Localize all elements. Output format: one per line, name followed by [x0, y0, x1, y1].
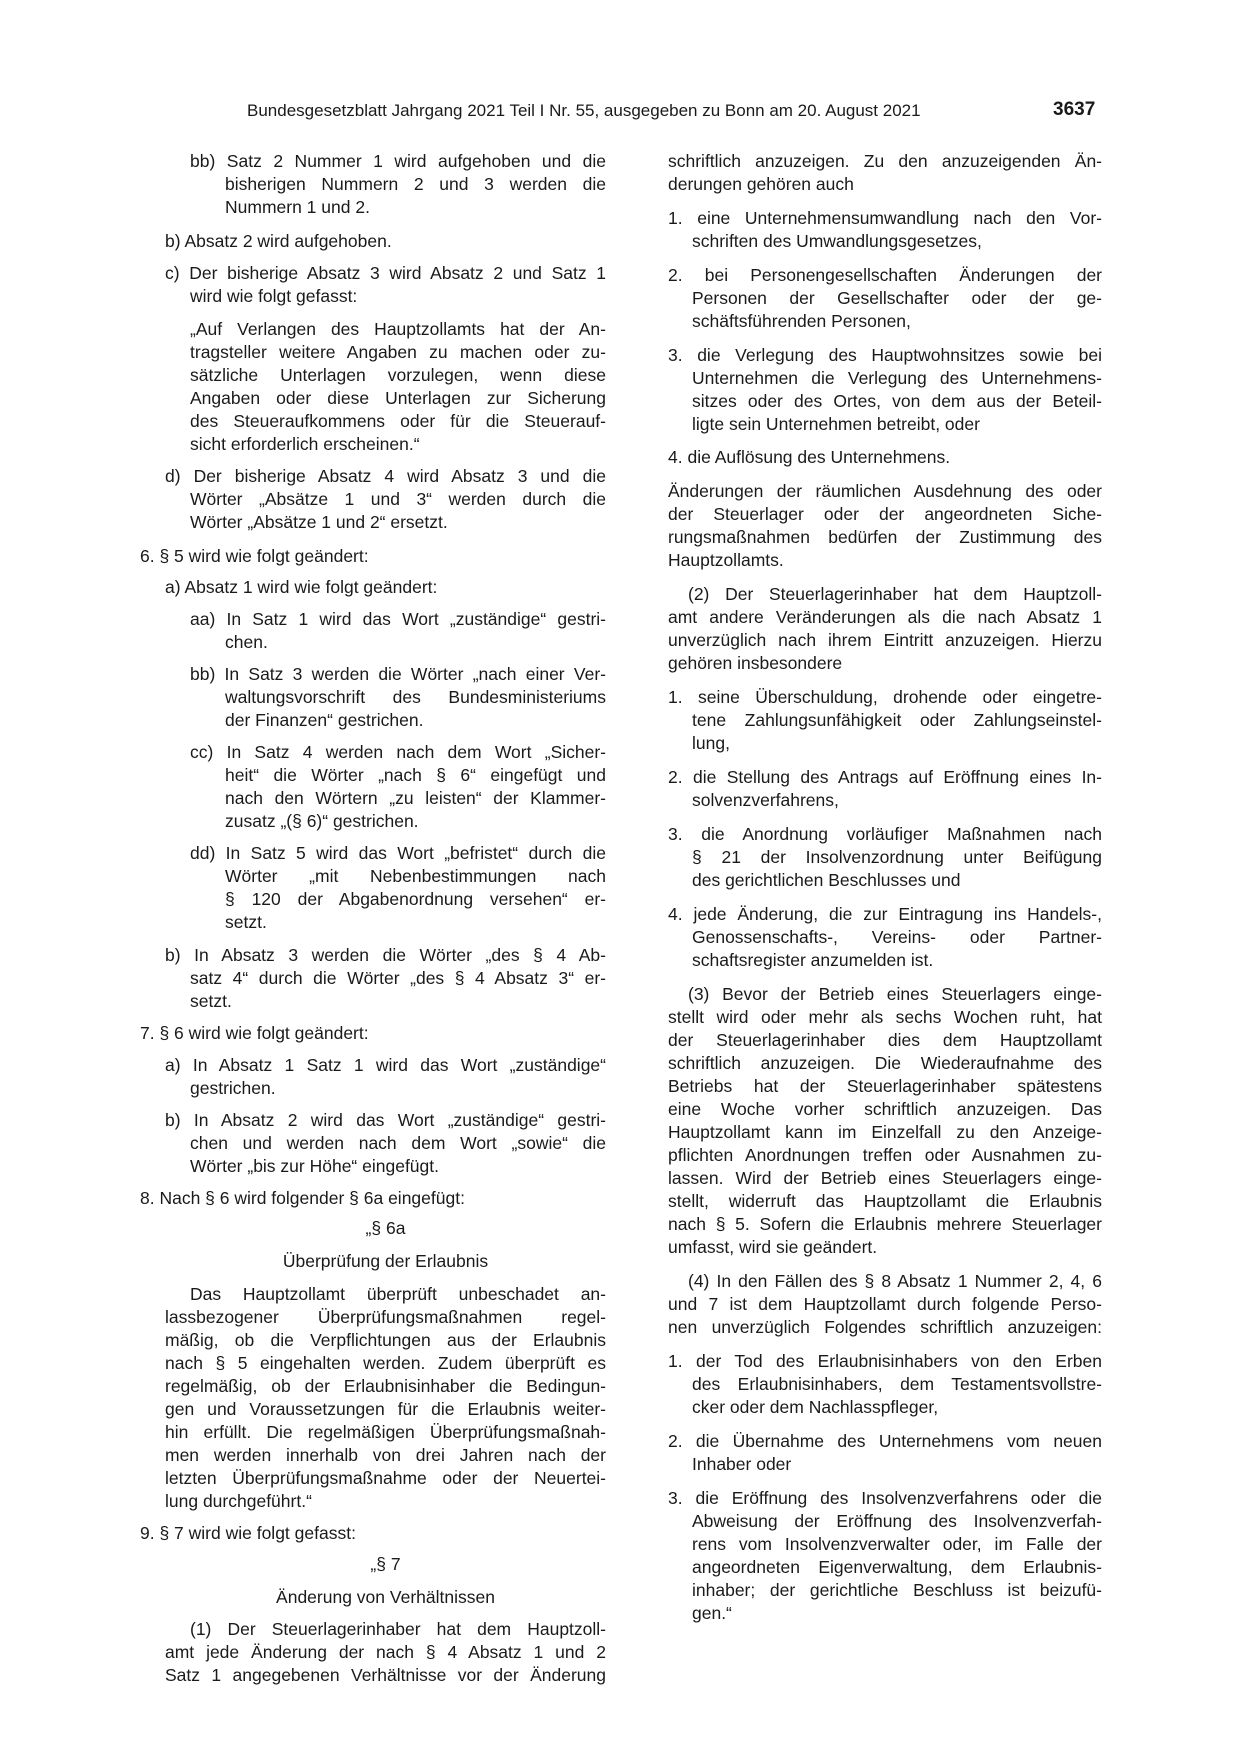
left-column-text-line: sätzliche Unterlagen vorzulegen, wenn diese [190, 365, 606, 385]
left-column-text-line: b) In Absatz 3 werden die Wörter „des § 4 Ab- [165, 945, 606, 965]
left-column-text-line: 7. § 6 wird wie folgt geändert: [140, 1023, 369, 1043]
right-column-text-line: 1. seine Überschuldung, drohende oder eingetre- [668, 687, 1102, 707]
left-column-text-line: a) Absatz 1 wird wie folgt geändert: [165, 577, 438, 597]
left-column-text-line: Satz 1 angegebenen Verhältnisse vor der Änderung [165, 1665, 606, 1685]
right-column-text-line: (2) Der Steuerlagerinhaber hat dem Hauptzoll- [688, 584, 1102, 604]
left-column-text-line: mäßig, ob die Verpflichtungen aus der Erlaubnis [165, 1330, 606, 1350]
right-column-text-line: § 21 der Insolvenzordnung unter Beifügung [692, 847, 1102, 867]
right-column-text-line: solvenzverfahrens, [692, 790, 839, 810]
left-column-text-line: bisherigen Nummern 2 und 3 werden die [225, 174, 606, 194]
right-column-text-line: gen.“ [692, 1603, 732, 1623]
left-column-text-line: der Finanzen“ gestrichen. [225, 710, 424, 730]
left-column-text-line: bb) Satz 2 Nummer 1 wird aufgehoben und die [190, 151, 606, 171]
left-column-text-line: b) In Absatz 2 wird das Wort „zuständige“ gestri- [165, 1110, 606, 1130]
right-column-text-line: schriftlich anzuzeigen. Die Wiederaufnahme des [668, 1053, 1102, 1073]
right-column-text-line: sitzes oder des Ortes, von dem aus der Beteil- [692, 391, 1102, 411]
right-column-text-line: inhaber; der gerichtliche Beschluss ist beizufü- [692, 1580, 1102, 1600]
right-column-text-line: (4) In den Fällen des § 8 Absatz 1 Nummer 2, 4, 6 [688, 1271, 1102, 1291]
right-column-text-line: Genossenschafts-, Vereins- oder Partner- [692, 927, 1102, 947]
left-column-text-line: men werden innerhalb von drei Jahren nach der [165, 1445, 606, 1465]
right-column-text-line: 1. eine Unternehmensumwandlung nach den Vor- [668, 208, 1102, 228]
right-column-text-line: Betriebs hat der Steuerlagerinhaber spätestens [668, 1076, 1102, 1096]
left-column-text-line: satz 4“ durch die Wörter „des § 4 Absatz 3“ er- [190, 968, 606, 988]
right-column-text-line: nen unverzüglich Folgendes schriftlich anzuzeigen: [668, 1317, 1102, 1337]
right-column-text-line: Personen der Gesellschafter oder der ge- [692, 288, 1102, 308]
left-column-text-line: § 120 der Abgabenordnung versehen“ er- [225, 889, 606, 909]
right-column-text-line: lung, [692, 733, 730, 753]
left-column-text-line: nach § 5 eingehalten werden. Zudem überprüft es [165, 1353, 606, 1373]
right-column-text-line: Inhaber oder [692, 1454, 792, 1474]
right-column-text-line: der Steuerlager oder der angeordneten Siche- [668, 504, 1102, 524]
left-column-text-line: c) Der bisherige Absatz 3 wird Absatz 2 und Satz 1 [165, 263, 606, 283]
left-column-text-line: setzt. [190, 991, 232, 1011]
left-column-text-line: gen und Voraussetzungen für die Erlaubnis weiter- [165, 1399, 606, 1419]
right-column-text-line: stellt wird oder mehr als sechs Wochen ruht, hat [668, 1007, 1102, 1027]
left-column-text-line: aa) In Satz 1 wird das Wort „zuständige“ gestri- [190, 609, 606, 629]
right-column-text-line: schriften des Umwandlungsgesetzes, [692, 231, 982, 251]
left-column-text-line: Das Hauptzollamt überprüft unbeschadet an- [190, 1284, 606, 1304]
right-column-text-line: und 7 ist dem Hauptzollamt durch folgende Perso- [668, 1294, 1102, 1314]
right-column-text-line: Hauptzollamt kann im Einzelfall zu den Anzeige- [668, 1122, 1102, 1142]
right-column-text-line: 1. der Tod des Erlaubnisinhabers von den Erben [668, 1351, 1102, 1371]
left-column-text-line: lung durchgeführt.“ [165, 1491, 312, 1511]
right-column-text-line: 3. die Verlegung des Hauptwohnsitzes sowie bei [668, 345, 1102, 365]
right-column-text-line: 2. die Stellung des Antrags auf Eröffnung eines In- [668, 767, 1102, 787]
left-column-text-line: letzten Überprüfungsmaßnahme oder der Neuertei- [165, 1468, 606, 1488]
right-column-text-line: tene Zahlungsunfähigkeit oder Zahlungseinstel- [692, 710, 1102, 730]
left-column-text-line: Wörter „bis zur Höhe“ eingefügt. [190, 1156, 439, 1176]
left-column-text-line: Wörter „Absätze 1 und 2“ ersetzt. [190, 512, 448, 532]
right-column-text-line: Hauptzollamts. [668, 550, 784, 570]
right-column-text-line: Unternehmen die Verlegung des Unternehmens- [692, 368, 1102, 388]
left-column-text-line: lassbezogener Überprüfungsmaßnahmen regel- [165, 1307, 606, 1327]
right-column-text-line: 4. jede Änderung, die zur Eintragung ins Handels-, [668, 904, 1102, 924]
right-column-text-line: rens vom Insolvenzverwalter oder, im Falle der [692, 1534, 1102, 1554]
right-column-text-line: Abweisung der Eröffnung des Insolvenzverfah- [692, 1511, 1102, 1531]
right-column-text-line: der Steuerlagerinhaber dies dem Hauptzollamt [668, 1030, 1102, 1050]
left-column-text-line: d) Der bisherige Absatz 4 wird Absatz 3 und die [165, 466, 606, 486]
left-column-text-line: 9. § 7 wird wie folgt gefasst: [140, 1523, 356, 1543]
right-column-text-line: 4. die Auflösung des Unternehmens. [668, 447, 951, 467]
right-column-text-line: ligte sein Unternehmen betreibt, oder [692, 414, 980, 434]
right-column-text-line: des gerichtlichen Beschlusses und [692, 870, 961, 890]
right-column-text-line: unverzüglich nach ihrem Eintritt anzuzeigen. Hierzu [668, 630, 1102, 650]
left-column-text-line: „§ 7 [370, 1554, 401, 1574]
left-column-text-line: a) In Absatz 1 Satz 1 wird das Wort „zuständige“ [165, 1055, 606, 1075]
right-column-text-line: derungen gehören auch [668, 174, 854, 194]
right-column-text-line: lassen. Wird der Betrieb eines Steuerlagers einge- [668, 1168, 1102, 1188]
right-column-text-line: (3) Bevor der Betrieb eines Steuerlagers einge- [688, 984, 1102, 1004]
right-column-text-line: angeordneten Eigenverwaltung, dem Erlaubnis- [692, 1557, 1102, 1577]
right-column-text-line: schriftlich anzuzeigen. Zu den anzuzeigenden Än- [668, 151, 1102, 171]
left-column-text-line: „Auf Verlangen des Hauptzollamts hat der An- [190, 319, 606, 339]
right-column-text-line: cker oder dem Nachlasspfleger, [692, 1397, 939, 1417]
right-column-text-line: stellt, widerruft das Hauptzollamt die Erlaubnis [668, 1191, 1102, 1211]
left-column-text-line: tragsteller weitere Angaben zu machen oder zu- [190, 342, 606, 362]
left-column-text-line: nach den Wörtern „zu leisten“ der Klammer- [225, 788, 606, 808]
left-column-text-line: des Steueraufkommens oder für die Steuerauf- [190, 411, 606, 431]
left-column-text-line: wird wie folgt gefasst: [190, 286, 358, 306]
right-column-text-line: rungsmaßnahmen bedürfen der Zustimmung des [668, 527, 1102, 547]
right-column-text-line: schäftsführenden Personen, [692, 311, 911, 331]
left-column-text-line: 8. Nach § 6 wird folgender § 6a eingefügt: [140, 1188, 465, 1208]
right-column-text-line: des Erlaubnisinhabers, dem Testamentsvollstre- [692, 1374, 1102, 1394]
left-column-text-line: gestrichen. [190, 1078, 276, 1098]
right-column-text-line: Änderungen der räumlichen Ausdehnung des oder [668, 481, 1102, 501]
left-column-text-line: 6. § 5 wird wie folgt geändert: [140, 546, 369, 566]
right-column-text-line: 2. die Übernahme des Unternehmens vom neuen [668, 1431, 1102, 1451]
left-column-text-line: heit“ die Wörter „nach § 6“ eingefügt und [225, 765, 606, 785]
left-column-text-line: Überprüfung der Erlaubnis [282, 1251, 489, 1271]
left-column-text-line: sicht erforderlich erscheinen.“ [190, 434, 420, 454]
left-column-text-line: amt jede Änderung der nach § 4 Absatz 1 und 2 [165, 1642, 606, 1662]
right-column-text-line: 2. bei Personengesellschaften Änderungen der [668, 265, 1102, 285]
right-column-text-line: schaftsregister anzumelden ist. [692, 950, 934, 970]
left-column-text-line: bb) In Satz 3 werden die Wörter „nach einer Ver- [190, 664, 606, 684]
left-column-text-line: chen. [225, 632, 268, 652]
right-column-text-line: umfasst, wird sie geändert. [668, 1237, 878, 1257]
right-column-text-line: eine Woche vorher schriftlich anzuzeigen. Das [668, 1099, 1102, 1119]
left-column-text-line: cc) In Satz 4 werden nach dem Wort „Sicher- [190, 742, 606, 762]
right-column-text-line: 3. die Eröffnung des Insolvenzverfahrens oder die [668, 1488, 1102, 1508]
page-number: 3637 [1053, 99, 1096, 120]
left-column-text-line: Angaben oder diese Unterlagen zur Sicherung [190, 388, 606, 408]
left-column-text-line: regelmäßig, ob der Erlaubnisinhaber die Bedingun- [165, 1376, 606, 1396]
right-column-text-line: pflichten Anordnungen treffen oder Ausnahmen zu- [668, 1145, 1102, 1165]
left-column-text-line: zusatz „(§ 6)“ gestrichen. [225, 811, 419, 831]
left-column-text-line: Wörter „mit Nebenbestimmungen nach [225, 866, 606, 886]
left-column-text-line: b) Absatz 2 wird aufgehoben. [165, 231, 392, 251]
left-column-text-line: Änderung von Verhältnissen [276, 1587, 495, 1607]
right-column-text-line: 3. die Anordnung vorläufiger Maßnahmen nach [668, 824, 1102, 844]
left-column-text-line: (1) Der Steuerlagerinhaber hat dem Hauptzoll- [190, 1619, 606, 1639]
left-column-text-line: hin erfüllt. Die regelmäßigen Überprüfungsmaßnah- [165, 1422, 606, 1442]
left-column-text-line: „§ 6a [365, 1218, 406, 1238]
left-column-text-line: Wörter „Absätze 1 und 3“ werden durch die [190, 489, 606, 509]
left-column-text-line: Nummern 1 und 2. [225, 197, 370, 217]
right-column-text-line: nach § 5. Sofern die Erlaubnis mehrere Steuerlager [668, 1214, 1102, 1234]
left-column-text-line: setzt. [225, 912, 267, 932]
left-column-text-line: dd) In Satz 5 wird das Wort „befristet“ durch die [190, 843, 606, 863]
right-column-text-line: amt andere Veränderungen als die nach Absatz 1 [668, 607, 1102, 627]
left-column-text-line: chen und werden nach dem Wort „sowie“ die [190, 1133, 606, 1153]
running-header: Bundesgesetzblatt Jahrgang 2021 Teil I Nr. 55, ausgegeben zu Bonn am 20. August 2021 [247, 101, 921, 120]
left-column-text-line: waltungsvorschrift des Bundesministeriums [225, 687, 606, 707]
right-column-text-line: gehören insbesondere [668, 653, 843, 673]
